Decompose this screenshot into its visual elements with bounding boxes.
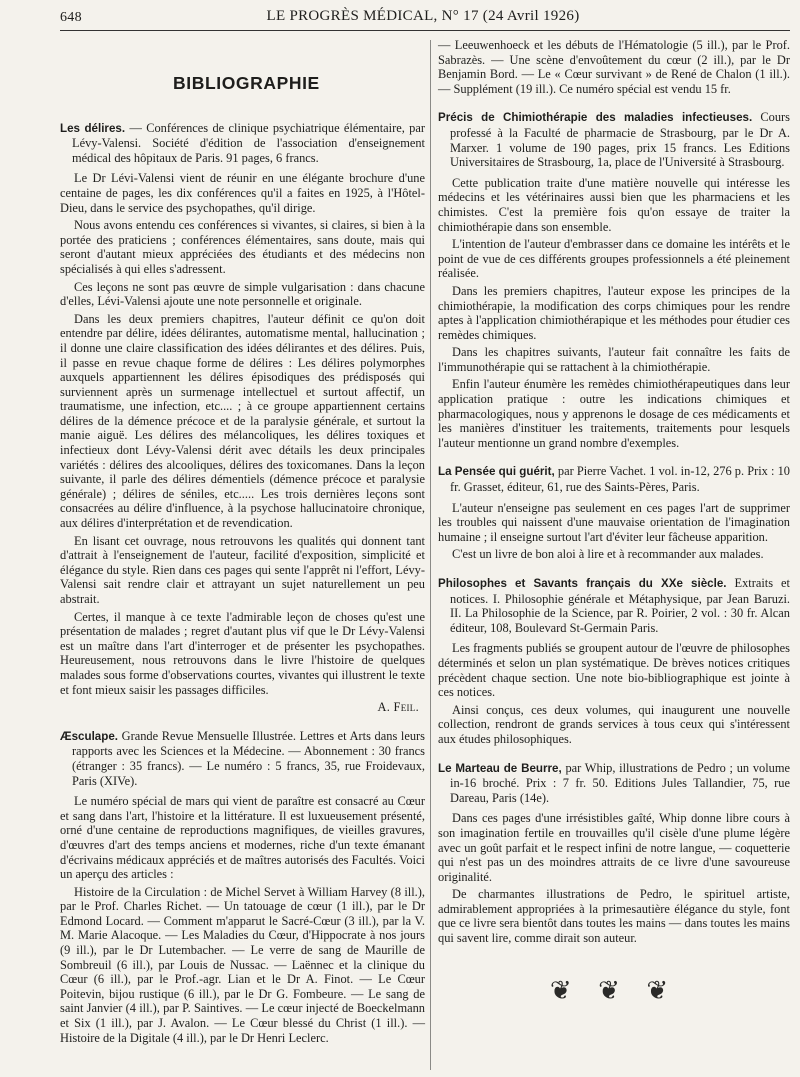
header-rule xyxy=(60,30,790,31)
paragraph: Enfin l'auteur énumère les remèdes chimiothérapeutiques dans leur application pratique : outre les indications chimiques et pharmacologiques, nous y apprenons le dosage de ces médicaments et les manières d'instituer les traitements, traitements pour lesquels l'auteur mentionne un grand nombre d'exemples. xyxy=(438,377,790,450)
article-list: Histoire de la Circulation : de Michel Servet à William Harvey (8 ill.), par le Prof. Charles Richet. — Un tatouage de cœur (1 ill.), par le Dr Edmond Locard. — Comment m'apparut le Sacré-Cœur (3 ill.), par la V. M. Marie Alacoque. — Les Maladies du Cœur, d'Hippocrate à nos jours (9 ill.), par le Dr Lutembacher. — Le verre de sang de Maurille de Sombreuil (6 ill.), par Louis de Nussac. — Laënnec et la clinique du Cœur (6 ill.), par le Prof.-agr. Lian et le Dr A. Finot. — Le Cœur Poitevin, bijou rustique (6 ill.), par le Dr G. Fombeure. — Le sang de saint Janvier (4 ill.), par P. Saintives. — Le cœur injecté de Boeckelmann et Six (1 ill.), par J. Avalon. — Le Cœur blessé du Christ (1 ill.). — Histoire de la Digitale (4 ill.), par le Dr Henri Leclerc. xyxy=(60,884,425,1045)
paragraph: Les fragments publiés se groupent autour de l'œuvre de philosophes déterminés et selon un plan systématique. De brèves notices critiques précèdent chaque section. Une note bio-bibliographique est jointe à ces notices. xyxy=(438,641,790,700)
review-aesculape-continued xyxy=(438,38,790,96)
fleuron-ornament-icon: ❦ ❦ ❦ xyxy=(549,975,679,1005)
paragraph: Ainsi conçus, ces deux volumes, qui inaugurent une nouvelle collection, rendront de grands services à tous ceux qui s'intéressent aux études philosophiques. xyxy=(438,702,790,746)
paragraph: Le numéro spécial de mars qui vient de paraître est consacré au Cœur et sang dans l'art, l'histoire et la littérature. Il est luxueusement présenté, orné d'une centaine de reproductions magnifiques, de vieilles gravures, d'œuvres d'art des temps anciens et modernes, riche d'un texte émanant d'écrivains médicaux appréciés et de maîtres autorisés des Facultés. Voici un aperçu des articles : xyxy=(60,794,425,882)
reviewer-signature: A. Feil. xyxy=(377,700,419,715)
entry-reference: — Conférences de clinique psychiatrique élémentaire, par Lévy-Valensi. Société d'édition de l'association d'enseignement médical des hôpitaux de Paris. 91 pages, 6 francs. xyxy=(72,120,425,165)
review-aesculape xyxy=(60,729,425,1045)
paragraph: Cette publication traite d'une matière nouvelle qui intéresse les médecins et les vétérinaires aussi bien que les pharmaciens et les chimistes. C'est la première fois qu'on essaye de traiter la chimiothérapie dans son ensemble. xyxy=(438,175,790,234)
review-chimiotherapie xyxy=(438,110,790,450)
entry-reference: par Whip, illustrations de Pedro ; un volume in-16 broché. Prix : 7 fr. 50. Editions Jules Tallandier, 75, rue Dareau, Paris (14e). xyxy=(450,760,790,805)
section-title: BIBLIOGRAPHIE xyxy=(173,73,320,93)
right-column xyxy=(438,38,790,1005)
page-number: 648 xyxy=(60,10,82,25)
entry-heading xyxy=(438,464,790,494)
entry-title: Les délires. xyxy=(60,121,126,135)
entry-reference: par Pierre Vachet. 1 vol. in-12, 276 p. Prix : 10 fr. Grasset, éditeur, 61, rue des Saints-Pères, Paris. xyxy=(450,464,790,495)
entry-title: La Pensée qui guérit, xyxy=(438,465,555,479)
review-le-marteau-de-beurre xyxy=(438,761,790,946)
paragraph: C'est un livre de bon aloi à lire et à recommander aux malades. xyxy=(452,547,764,562)
entry-reference: Grande Revue Mensuelle Illustrée. Lettres et Arts dans leurs rapports avec les Sciences et la Médecine. — Abonnement : 30 francs (étranger : 35 francs). — Le numéro : 5 francs, 35, rue Froidevaux, Paris (XIVe). xyxy=(72,728,425,788)
paragraph: En lisant cet ouvrage, nous retrouvons les qualités qui donnent tant d'attrait à l'enseignement de l'auteur, facilité d'exposition, simplicité et élégance du style. Rien dans ces pages qui sente l'apprêt ni l'effort, Lévy-Valensi sait rendre clair et attrayant un sujet naturellement un peu abstrait. xyxy=(60,533,425,606)
entry-title: Le Marteau de Beurre, xyxy=(438,761,562,775)
running-head xyxy=(60,6,786,30)
paragraph: Dans les premiers chapitres, l'auteur expose les principes de la chimiothérapie, la modification des corps chimiques pour les rendre aptes à l'application chimiothérapique et les méthodes pour étudier ces remèdes chimiques. xyxy=(438,283,790,342)
review-les-delires xyxy=(60,121,425,715)
paragraph: L'auteur n'enseigne pas seulement en ces pages l'art de supprimer les troubles qui naissent d'une mauvaise orientation de l'imagination humaine ; il enseigne surtout l'art d'éviter leur fâcheuse apparition. xyxy=(438,500,790,544)
entry-reference: Cours professé à la Faculté de pharmacie de Strasbourg, par le Dr A. Marxer. 1 volume de 190 pages, prix 15 francs. Les Editions Universitaires de Strasbourg, 1a, place de l'Université à Strasbourg. xyxy=(450,110,790,170)
entry-heading xyxy=(438,761,790,806)
entry-title: Philosophes et Savants français du XXe siècle. xyxy=(438,577,727,590)
paragraph: Nous avons entendu ces conférences si vivantes, si claires, si bien à la portée des praticiens ; conférences élémentaires, sans doute, mais qui seront d'autant mieux appréciées des étudiants et des médecins non spécialisés à qui elles s'adressent. xyxy=(60,218,425,276)
journal-title: LE PROGRÈS MÉDICAL, N° 17 (24 Avril 1926) xyxy=(266,8,580,24)
column-divider xyxy=(430,40,431,1070)
paragraph-continued: — Leeuwenhoeck et les débuts de l'Hématologie (5 ill.), par le Prof. Sabrazès. — Une scène d'envoûtement du cœur (2 ill.), par le Dr Benjamin Bord. — Le « Cœur survivant » de René de Chalon (1 ill.). — Supplément (19 ill.). Ce numéro spécial est vendu 15 fr. xyxy=(438,38,790,96)
review-la-pensee-qui-guerit xyxy=(438,464,790,562)
review-philosophes-et-savants xyxy=(438,576,790,747)
entry-heading xyxy=(60,121,425,166)
entry-heading xyxy=(438,576,790,635)
paragraph: Dans les chapitres suivants, l'auteur fait connaître les faits de l'immunothérapie qui se rattachent à la chimiothérapie. xyxy=(438,345,790,374)
paragraph: De charmantes illustrations de Pedro, le spirituel artiste, admirablement appropriées à la primesautière élégance du style, font que ce livre sera bientôt dans toutes les mains — dans toutes les mains qui savent lire, comme dirait son auteur. xyxy=(438,887,790,946)
paragraph: Dans ces pages d'une irrésistibles gaîté, Whip donne libre cours à son imagination fertile en trouvailles qu'il cisèle d'une plume légère avec un goût parfait et le respect infini de notre langue, — coquetterie qui n'est pas un des moindres attraits de ce livre d'une savoureuse originalité. xyxy=(438,811,790,884)
paragraph: Dans les deux premiers chapitres, l'auteur définit ce qu'on doit entendre par délire, idées délirantes, automatisme mental, hallucination ; il donne une claire classification des idées délirantes et des délires. Puis, il passe en revue chaque forme de délires : Les délires polymorphes auxquels appartiennent les délires épisodiques des prédisposés qui surviennent après un surmenage intellectuel et surtout affectif, un traumatisme, une infection, etc.... ; à ce groupe appartiennent certains délires de la démence précoce et de la paralysie générale, et surtout la manie aiguë. Les délires des mélancoliques, les délires toxiques et infectieux dont Lévy-Valensi dérit avec détails les deux principales variétés : délires des alcooliques, délires des toxicomanes. Dans la leçon suivante, il parle des délires démentiels (démence précoce et paralysie générale) ; délires de séniles, etc..... Les trois dernières leçons sont consacrées au délire d'influence, à la psychose hallucinatoire chronique, aux délires d'interprétation et de revendication. xyxy=(60,311,425,531)
paragraph: Certes, il manque à ce texte l'admirable leçon de choses qu'est une présentation de malades ; regret d'autant plus vif que le Dr Lévy-Valensi est un maître dans l'art d'interroger et de présenter les psychopathes. Heureusement, nous retrouvons dans le livre l'histoire de quelques malades sous forme d'observations courtes, vivantes qui illustrent le texte et font mieux saisir les passages difficiles. xyxy=(60,609,425,697)
entry-heading xyxy=(60,729,425,788)
entry-title: Précis de Chimiothérapie des maladies infectieuses. xyxy=(438,111,753,125)
entry-heading xyxy=(438,110,790,169)
entry-title: Æsculape. xyxy=(60,729,118,743)
entry-reference: Extraits et notices. I. Philosophie générale et Métaphysique, par Jean Baruzi. II. La Philosophie de la Science, par R. Poirier, 2 vol. : 30 fr. Alcan éditeur, 108, Boulevard St-Germain Paris. xyxy=(450,576,790,635)
paragraph: L'intention de l'auteur d'embrasser dans ce domaine les intérêts et le point de vue de ces différents groupes professionnels a été pleinement réalisée. xyxy=(438,237,790,281)
left-column xyxy=(60,38,425,1055)
paragraph: Ces leçons ne sont pas œuvre de simple vulgarisation : dans chacune d'elles, Lévi-Valensi ajoute une note personnelle et originale. xyxy=(60,279,425,309)
paragraph: Le Dr Lévi-Valensi vient de réunir en une élégante brochure d'une centaine de pages, les dix conférences qu'il a faites en 1925, à l'Hôtel-Dieu, dans le service des psychopathes, qu'il dirige. xyxy=(60,171,425,215)
